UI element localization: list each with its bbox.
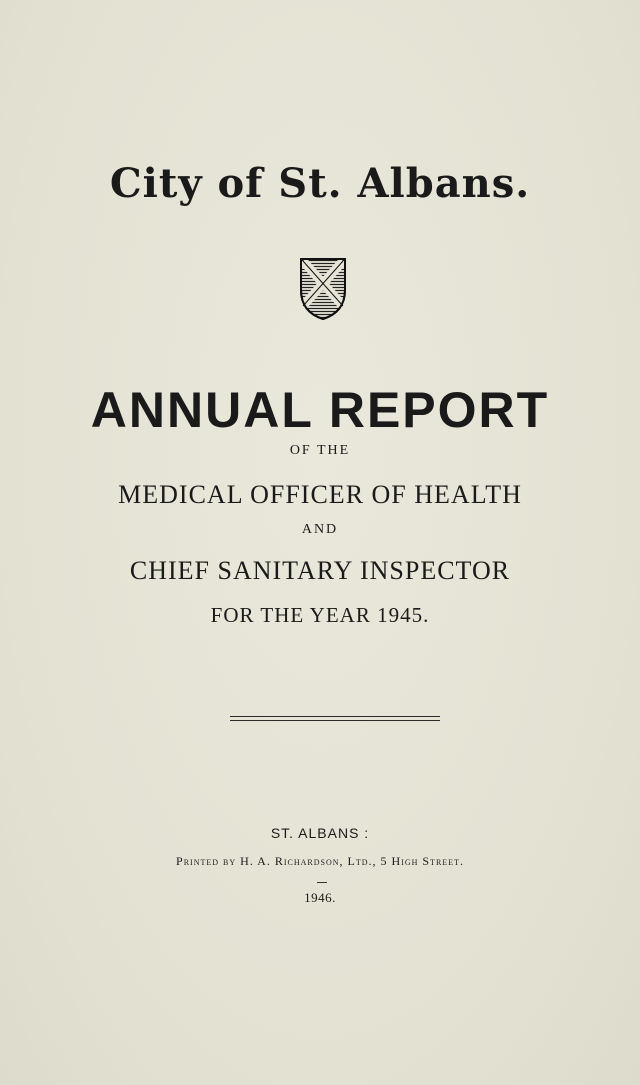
- report-year: FOR THE YEAR 1945.: [210, 603, 430, 627]
- of-the-text: OF THE: [289, 443, 351, 458]
- and-text: AND: [301, 522, 339, 537]
- report-title: ANNUAL REPORT: [90, 382, 550, 438]
- city-title: City of St. Albans.: [109, 160, 531, 207]
- publication-year: 1946.: [304, 890, 336, 905]
- medical-officer-heading: MEDICAL OFFICER OF HEALTH: [118, 480, 522, 509]
- separator-dash: [317, 882, 327, 883]
- printer-imprint: Printed by H. A. Richardson, Ltd., 5 High Street.: [176, 854, 464, 868]
- publisher-place: ST. ALBANS :: [270, 825, 370, 841]
- double-rule-bottom: [230, 720, 440, 721]
- coat-of-arms-shield-icon: [298, 256, 348, 322]
- chief-inspector-heading: CHIEF SANITARY INSPECTOR: [129, 556, 511, 585]
- double-rule-top: [230, 716, 440, 717]
